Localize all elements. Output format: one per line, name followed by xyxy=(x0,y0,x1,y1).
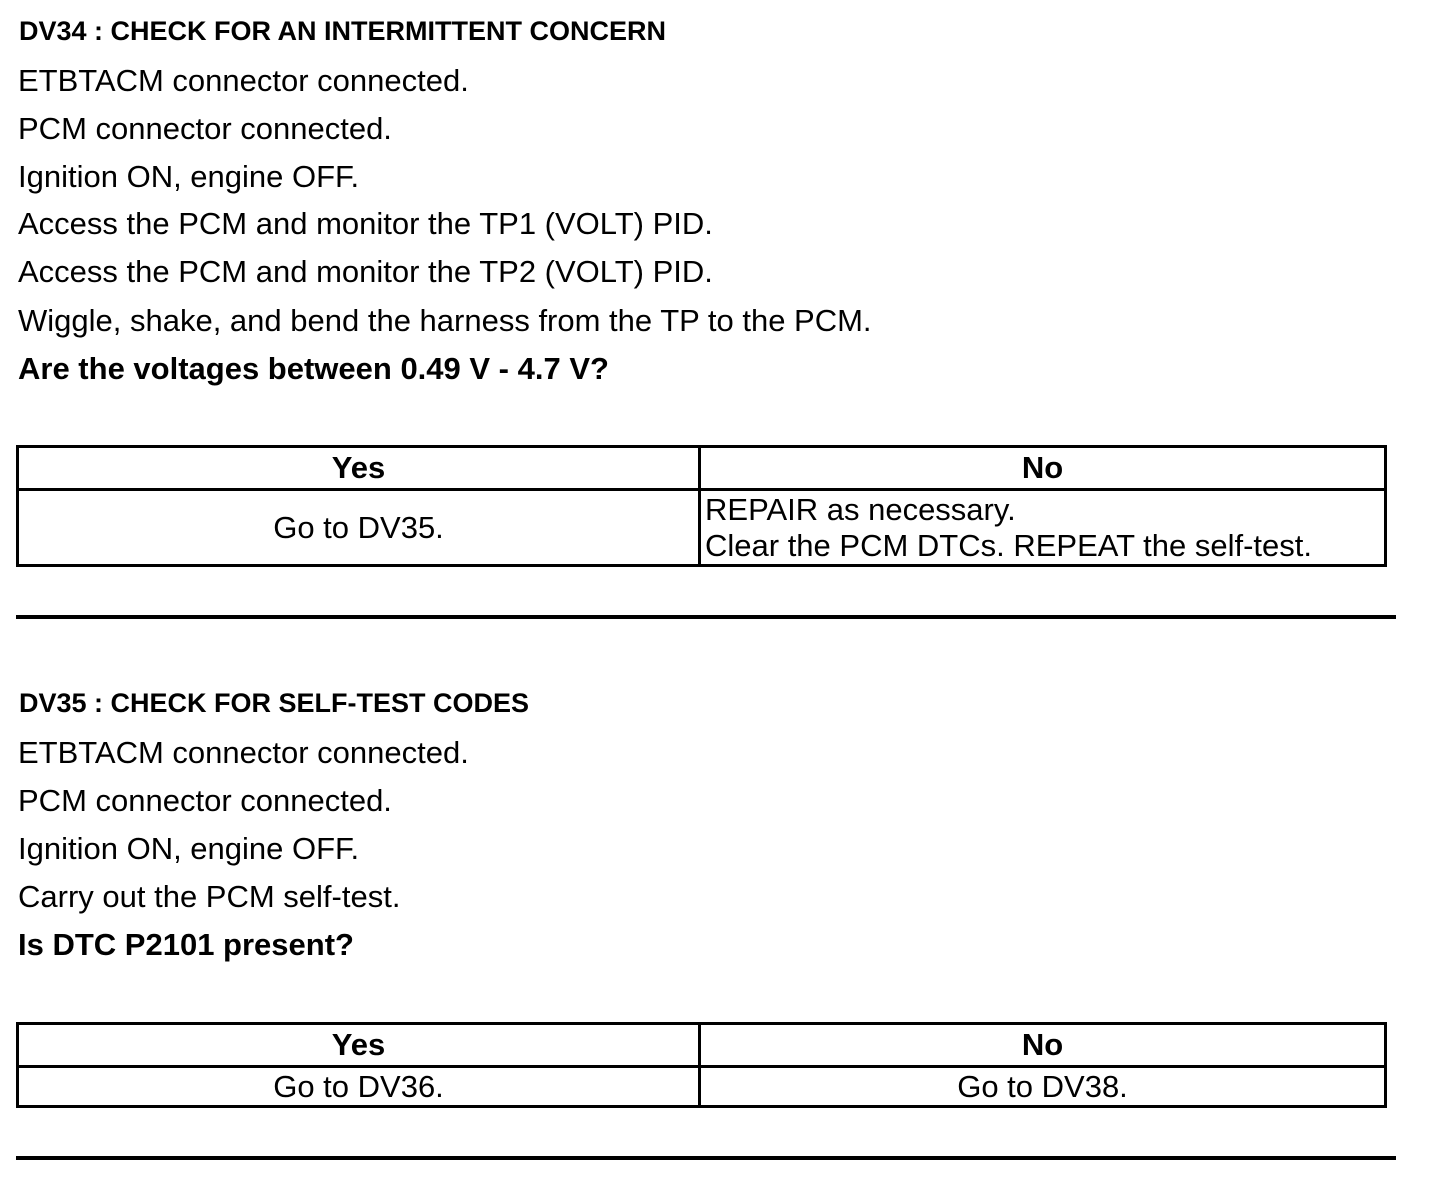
table-row xyxy=(18,1067,1386,1107)
step-text: Wiggle, shake, and bend the harness from the TP to the PCM. xyxy=(18,303,872,338)
step-text: ETBTACM connector connected. xyxy=(18,735,469,770)
no-header: No xyxy=(700,1024,1386,1067)
step-text: Access the PCM and monitor the TP1 (VOLT) PID. xyxy=(18,206,713,241)
yes-no-table xyxy=(16,1022,1387,1108)
step-text: Ignition ON, engine OFF. xyxy=(18,159,360,194)
table-header-row xyxy=(18,1024,1386,1067)
no-action-line: Clear the PCM DTCs. REPEAT the self-test. xyxy=(705,527,1312,563)
step-text: PCM connector connected. xyxy=(18,111,392,146)
no-action: Go to DV38. xyxy=(700,1067,1386,1107)
step-text: Ignition ON, engine OFF. xyxy=(18,831,360,866)
yes-action: Go to DV35. xyxy=(18,490,700,566)
question-text: Is DTC P2101 present? xyxy=(18,927,354,962)
step-text: Carry out the PCM self-test. xyxy=(18,879,401,914)
no-header: No xyxy=(700,447,1386,490)
yes-header: Yes xyxy=(18,1024,700,1067)
step-text: PCM connector connected. xyxy=(18,783,392,818)
step-text: Access the PCM and monitor the TP2 (VOLT) PID. xyxy=(18,254,713,289)
step-text: ETBTACM connector connected. xyxy=(18,63,469,98)
yes-action: Go to DV36. xyxy=(18,1067,700,1107)
section-title: DV34 : CHECK FOR AN INTERMITTENT CONCERN xyxy=(19,16,667,46)
section-divider xyxy=(16,1156,1396,1160)
section-title: DV35 : CHECK FOR SELF-TEST CODES xyxy=(19,688,530,718)
yes-header: Yes xyxy=(18,447,700,490)
question-text: Are the voltages between 0.49 V - 4.7 V? xyxy=(18,351,609,386)
no-action-line: REPAIR as necessary. xyxy=(705,491,1016,527)
